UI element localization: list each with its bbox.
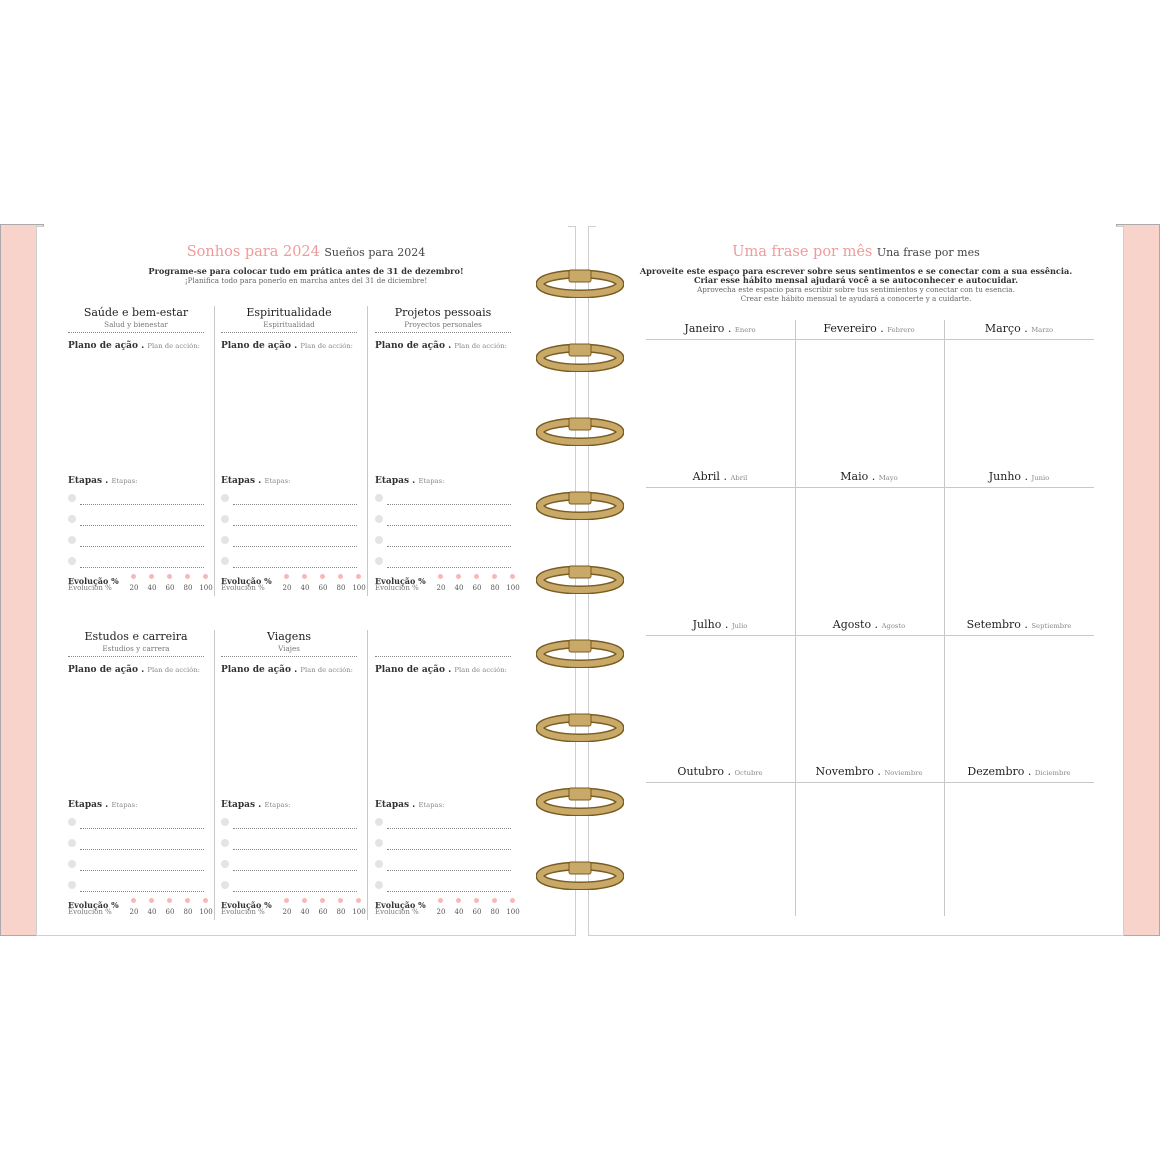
evolution-pt: Evolução % bbox=[375, 900, 426, 910]
progress-dot[interactable] bbox=[320, 574, 325, 579]
progress-number: 100 bbox=[199, 584, 213, 592]
step-checkbox[interactable] bbox=[68, 839, 76, 847]
steps-label-pt: Etapas . bbox=[375, 800, 416, 810]
step-checkbox[interactable] bbox=[68, 818, 76, 826]
month-underline bbox=[646, 782, 1094, 783]
progress-dot[interactable] bbox=[474, 898, 479, 903]
dream-subtitle: Estudios y carrera bbox=[102, 644, 170, 653]
month-es: Octubre bbox=[734, 769, 763, 777]
month-pt: Agosto . bbox=[832, 618, 879, 631]
month-label bbox=[945, 618, 1093, 631]
step-line bbox=[80, 849, 204, 850]
step-checkbox[interactable] bbox=[375, 536, 383, 544]
progress-number: 80 bbox=[490, 908, 500, 916]
month-divider bbox=[944, 320, 945, 916]
step-line bbox=[80, 567, 204, 568]
month-label bbox=[795, 765, 943, 778]
progress-number: 60 bbox=[472, 584, 482, 592]
month-underline bbox=[646, 339, 1094, 340]
month-label bbox=[795, 322, 943, 335]
dream-title: Espiritualidade bbox=[246, 306, 332, 319]
progress-number: 80 bbox=[183, 908, 193, 916]
progress-dot[interactable] bbox=[284, 574, 289, 579]
month-pt: Abril . bbox=[692, 470, 727, 483]
binder-ring bbox=[536, 562, 624, 594]
progress-number: 20 bbox=[129, 908, 139, 916]
progress-number: 80 bbox=[490, 584, 500, 592]
progress-dot[interactable] bbox=[456, 898, 461, 903]
month-divider bbox=[795, 320, 796, 916]
step-line bbox=[387, 567, 511, 568]
column-divider bbox=[367, 306, 368, 596]
plan-label-es: Plan de acción: bbox=[300, 342, 353, 350]
plan-label bbox=[68, 665, 200, 675]
step-checkbox[interactable] bbox=[221, 839, 229, 847]
step-line bbox=[387, 504, 511, 505]
month-pt: Novembro . bbox=[815, 765, 881, 778]
step-checkbox[interactable] bbox=[221, 818, 229, 826]
progress-number: 20 bbox=[282, 908, 292, 916]
title-underline bbox=[68, 332, 204, 333]
dream-subtitle: Proyectos personales bbox=[404, 320, 482, 329]
title-underline bbox=[68, 656, 204, 657]
plan-label-pt: Plano de ação . bbox=[375, 341, 452, 351]
left-intro-es: ¡Planifica todo para ponerlo en marcha antes del 31 de diciembre! bbox=[184, 276, 428, 285]
step-line bbox=[233, 504, 357, 505]
progress-dot[interactable] bbox=[438, 574, 443, 579]
evolution-label bbox=[68, 902, 119, 916]
step-checkbox[interactable] bbox=[68, 494, 76, 502]
progress-number: 40 bbox=[454, 584, 464, 592]
progress-dot[interactable] bbox=[149, 574, 154, 579]
month-label bbox=[646, 765, 794, 778]
step-checkbox[interactable] bbox=[68, 860, 76, 868]
month-pt: Janeiro . bbox=[684, 322, 732, 335]
step-line bbox=[387, 849, 511, 850]
evolution-pt: Evolução % bbox=[221, 576, 272, 586]
progress-dot[interactable] bbox=[438, 898, 443, 903]
steps-label bbox=[221, 476, 290, 486]
progress-dot[interactable] bbox=[492, 574, 497, 579]
step-checkbox[interactable] bbox=[375, 818, 383, 826]
binder-ring bbox=[536, 636, 624, 668]
steps-label bbox=[68, 800, 137, 810]
evolution-label bbox=[68, 578, 119, 592]
steps-label-es: Etapas: bbox=[111, 801, 138, 809]
binder-ring bbox=[536, 414, 624, 446]
right-intro-es-1: Aprovecha este espacio para escribir sobre tus sentimientos y conectar con tu esencia. bbox=[697, 285, 1015, 294]
step-checkbox[interactable] bbox=[375, 860, 383, 868]
binder-ring bbox=[536, 488, 624, 520]
step-checkbox[interactable] bbox=[221, 536, 229, 544]
dream-card bbox=[68, 306, 213, 596]
plan-label-es: Plan de acción: bbox=[454, 342, 507, 350]
progress-number: 100 bbox=[506, 908, 520, 916]
progress-number: 40 bbox=[147, 908, 157, 916]
month-es: Marzo bbox=[1031, 326, 1054, 334]
steps-label-es: Etapas: bbox=[418, 801, 445, 809]
progress-number: 60 bbox=[318, 584, 328, 592]
step-checkbox[interactable] bbox=[375, 515, 383, 523]
progress-dot[interactable] bbox=[510, 574, 515, 579]
right-intro-es-2: Crear este hábito mensual te ayudará a conocerte y a cuidarte. bbox=[740, 294, 972, 303]
step-checkbox[interactable] bbox=[221, 515, 229, 523]
step-line bbox=[80, 828, 204, 829]
progress-number: 100 bbox=[199, 908, 213, 916]
month-pt: Julho . bbox=[692, 618, 729, 631]
step-line bbox=[387, 525, 511, 526]
evolution-label bbox=[221, 902, 272, 916]
plan-label-pt: Plano de ação . bbox=[221, 665, 298, 675]
dream-card bbox=[375, 630, 520, 920]
left-title-pt: Sonhos para 2024 bbox=[186, 244, 320, 260]
evolution-es: Evolución % bbox=[221, 908, 265, 916]
steps-label-es: Etapas: bbox=[264, 477, 291, 485]
step-checkbox[interactable] bbox=[375, 557, 383, 565]
column-divider bbox=[214, 630, 215, 920]
binder-ring bbox=[536, 710, 624, 742]
step-checkbox[interactable] bbox=[375, 881, 383, 889]
progress-dot[interactable] bbox=[185, 574, 190, 579]
right-title-es: Una frase por mes bbox=[876, 246, 980, 259]
progress-dot[interactable] bbox=[338, 574, 343, 579]
progress-number: 40 bbox=[300, 908, 310, 916]
steps-label-pt: Etapas . bbox=[68, 476, 109, 486]
binder-ring bbox=[536, 340, 624, 372]
progress-number: 100 bbox=[506, 584, 520, 592]
step-line bbox=[233, 849, 357, 850]
month-es: Septiembre bbox=[1031, 622, 1072, 630]
left-intro bbox=[44, 267, 568, 285]
evolution-es: Evolución % bbox=[375, 584, 419, 592]
progress-dot[interactable] bbox=[492, 898, 497, 903]
dream-title: Projetos pessoais bbox=[394, 306, 492, 319]
progress-dot[interactable] bbox=[302, 574, 307, 579]
progress-number: 20 bbox=[436, 908, 446, 916]
evolution-es: Evolución % bbox=[375, 908, 419, 916]
dream-title: Estudos e carreira bbox=[84, 630, 188, 643]
title-underline bbox=[375, 332, 511, 333]
dream-card bbox=[221, 306, 366, 596]
month-label bbox=[795, 618, 943, 631]
month-label bbox=[945, 322, 1093, 335]
plan-label-pt: Plano de ação . bbox=[221, 341, 298, 351]
plan-label-es: Plan de acción: bbox=[454, 666, 507, 674]
right-page-title bbox=[596, 244, 1116, 260]
steps-label bbox=[375, 476, 444, 486]
dream-subtitle: Espiritualidad bbox=[263, 320, 315, 329]
plan-label-pt: Plano de ação . bbox=[375, 665, 452, 675]
progress-dot[interactable] bbox=[338, 898, 343, 903]
progress-dot[interactable] bbox=[356, 574, 361, 579]
steps-label-es: Etapas: bbox=[111, 477, 138, 485]
month-es: Febrero bbox=[887, 326, 915, 334]
month-pt: Março . bbox=[984, 322, 1028, 335]
steps-label-pt: Etapas . bbox=[221, 476, 262, 486]
dream-subtitle: Salud y bienestar bbox=[104, 320, 168, 329]
month-es: Diciembre bbox=[1034, 769, 1071, 777]
evolution-pt: Evolução % bbox=[375, 576, 426, 586]
steps-label-pt: Etapas . bbox=[221, 800, 262, 810]
step-checkbox[interactable] bbox=[68, 557, 76, 565]
evolution-label bbox=[375, 902, 426, 916]
progress-dot[interactable] bbox=[203, 574, 208, 579]
step-line bbox=[233, 567, 357, 568]
step-line bbox=[233, 828, 357, 829]
plan-label bbox=[375, 341, 507, 351]
progress-number: 60 bbox=[165, 908, 175, 916]
month-es: Enero bbox=[734, 326, 756, 334]
title-underline bbox=[375, 656, 511, 657]
progress-dot[interactable] bbox=[474, 574, 479, 579]
step-checkbox[interactable] bbox=[68, 515, 76, 523]
month-label bbox=[646, 618, 794, 631]
evolution-es: Evolución % bbox=[68, 908, 112, 916]
progress-dot[interactable] bbox=[284, 898, 289, 903]
right-intro bbox=[596, 267, 1116, 303]
step-line bbox=[233, 891, 357, 892]
month-pt: Setembro . bbox=[966, 618, 1028, 631]
progress-number: 20 bbox=[436, 584, 446, 592]
plan-label bbox=[375, 665, 507, 675]
progress-dot[interactable] bbox=[320, 898, 325, 903]
column-divider bbox=[367, 630, 368, 920]
steps-label bbox=[68, 476, 137, 486]
evolution-pt: Evolução % bbox=[221, 900, 272, 910]
month-es: Junio bbox=[1031, 474, 1050, 482]
plan-label-es: Plan de acción: bbox=[147, 342, 200, 350]
binder-ring bbox=[536, 858, 624, 890]
evolution-pt: Evolução % bbox=[68, 900, 119, 910]
progress-dot[interactable] bbox=[167, 898, 172, 903]
title-underline bbox=[221, 656, 357, 657]
steps-label-es: Etapas: bbox=[264, 801, 291, 809]
step-line bbox=[80, 525, 204, 526]
steps-label bbox=[375, 800, 444, 810]
steps-label bbox=[221, 800, 290, 810]
progress-number: 40 bbox=[454, 908, 464, 916]
plan-label-es: Plan de acción: bbox=[300, 666, 353, 674]
left-page-title bbox=[44, 244, 568, 260]
progress-number: 80 bbox=[183, 584, 193, 592]
steps-label-pt: Etapas . bbox=[375, 476, 416, 486]
progress-number: 60 bbox=[318, 908, 328, 916]
progress-dot[interactable] bbox=[131, 574, 136, 579]
progress-number: 60 bbox=[472, 908, 482, 916]
steps-label-pt: Etapas . bbox=[68, 800, 109, 810]
dream-title: Viagens bbox=[266, 630, 312, 643]
progress-number: 100 bbox=[352, 908, 366, 916]
plan-label bbox=[221, 341, 353, 351]
binder-ring bbox=[536, 266, 624, 298]
month-underline bbox=[646, 635, 1094, 636]
progress-number: 40 bbox=[147, 584, 157, 592]
column-divider bbox=[214, 306, 215, 596]
month-pt: Junho . bbox=[988, 470, 1029, 483]
step-checkbox[interactable] bbox=[221, 494, 229, 502]
month-label bbox=[795, 470, 943, 483]
step-checkbox[interactable] bbox=[68, 881, 76, 889]
progress-dot[interactable] bbox=[456, 574, 461, 579]
month-underline bbox=[646, 487, 1094, 488]
progress-number: 60 bbox=[165, 584, 175, 592]
month-pt: Outubro . bbox=[677, 765, 731, 778]
progress-dot[interactable] bbox=[356, 898, 361, 903]
progress-dot[interactable] bbox=[131, 898, 136, 903]
step-line bbox=[233, 870, 357, 871]
right-intro-pt-1: Aproveite este espaço para escrever sobre seus sentimentos e se conectar com a sua essência. bbox=[639, 266, 1073, 276]
step-checkbox[interactable] bbox=[68, 536, 76, 544]
month-pt: Fevereiro . bbox=[823, 322, 884, 335]
step-line bbox=[80, 870, 204, 871]
step-line bbox=[80, 504, 204, 505]
progress-number: 20 bbox=[282, 584, 292, 592]
evolution-es: Evolución % bbox=[68, 584, 112, 592]
left-intro-pt: Programe-se para colocar tudo em prática antes de 31 de dezembro! bbox=[148, 266, 464, 276]
step-line bbox=[387, 546, 511, 547]
step-line bbox=[233, 546, 357, 547]
step-line bbox=[233, 525, 357, 526]
step-line bbox=[80, 546, 204, 547]
dream-card bbox=[375, 306, 520, 596]
month-label bbox=[945, 765, 1093, 778]
dream-card bbox=[68, 630, 213, 920]
steps-label-es: Etapas: bbox=[418, 477, 445, 485]
progress-number: 100 bbox=[352, 584, 366, 592]
progress-dot[interactable] bbox=[203, 898, 208, 903]
step-checkbox[interactable] bbox=[221, 557, 229, 565]
progress-number: 40 bbox=[300, 584, 310, 592]
dream-subtitle: Viajes bbox=[278, 644, 300, 653]
step-checkbox[interactable] bbox=[375, 494, 383, 502]
month-es: Julio bbox=[731, 622, 748, 630]
right-page bbox=[596, 226, 1116, 932]
progress-dot[interactable] bbox=[149, 898, 154, 903]
month-pt: Maio . bbox=[840, 470, 876, 483]
left-page bbox=[44, 226, 568, 932]
month-label bbox=[945, 470, 1093, 483]
evolution-label bbox=[221, 578, 272, 592]
title-underline bbox=[221, 332, 357, 333]
month-es: Noviembre bbox=[884, 769, 923, 777]
dream-title: Saúde e bem-estar bbox=[83, 306, 189, 319]
progress-dot[interactable] bbox=[510, 898, 515, 903]
evolution-pt: Evolução % bbox=[68, 576, 119, 586]
step-checkbox[interactable] bbox=[375, 839, 383, 847]
plan-label-pt: Plano de ação . bbox=[68, 665, 145, 675]
progress-dot[interactable] bbox=[302, 898, 307, 903]
evolution-es: Evolución % bbox=[221, 584, 265, 592]
step-checkbox[interactable] bbox=[221, 860, 229, 868]
plan-label-pt: Plano de ação . bbox=[68, 341, 145, 351]
progress-number: 80 bbox=[336, 908, 346, 916]
progress-number: 20 bbox=[129, 584, 139, 592]
month-label bbox=[646, 322, 794, 335]
step-line bbox=[80, 891, 204, 892]
step-checkbox[interactable] bbox=[221, 881, 229, 889]
month-pt: Dezembro . bbox=[967, 765, 1032, 778]
step-line bbox=[387, 828, 511, 829]
evolution-label bbox=[375, 578, 426, 592]
plan-label bbox=[221, 665, 353, 675]
plan-label bbox=[68, 341, 200, 351]
right-intro-pt-2: Criar esse hábito mensal ajudará você a se autoconhecer e autocuidar. bbox=[693, 275, 1019, 285]
binder-ring bbox=[536, 784, 624, 816]
step-line bbox=[387, 870, 511, 871]
month-label bbox=[646, 470, 794, 483]
dream-card bbox=[221, 630, 366, 920]
progress-dot[interactable] bbox=[185, 898, 190, 903]
month-es: Agosto bbox=[881, 622, 906, 630]
month-es: Abril bbox=[730, 474, 748, 482]
left-title-es: Sueños para 2024 bbox=[324, 246, 426, 259]
plan-label-es: Plan de acción: bbox=[147, 666, 200, 674]
right-title-pt: Uma frase por mês bbox=[732, 244, 873, 260]
progress-number: 80 bbox=[336, 584, 346, 592]
step-line bbox=[387, 891, 511, 892]
month-es: Mayo bbox=[878, 474, 898, 482]
progress-dot[interactable] bbox=[167, 574, 172, 579]
